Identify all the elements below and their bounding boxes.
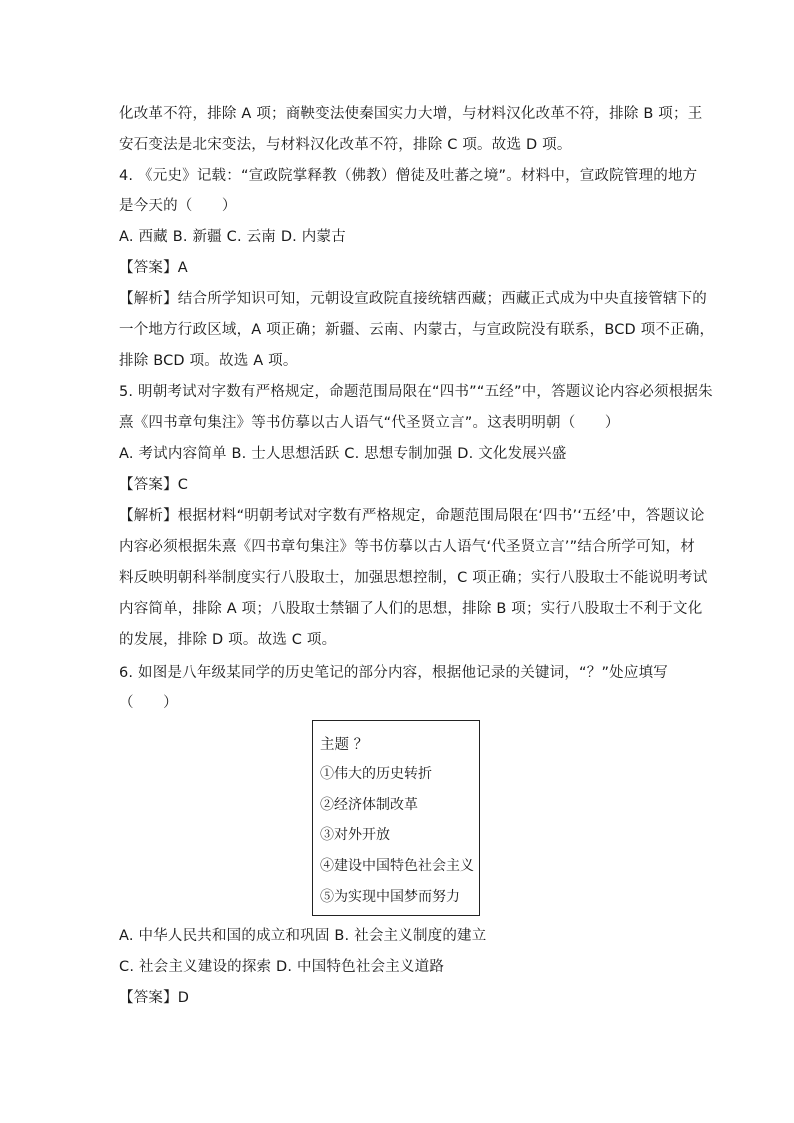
question-5-options: A. 考试内容简单 B. 士人思想活跃 C. 思想专制加强 D. 文化发展兴盛 bbox=[119, 446, 567, 462]
note-box-item: ③对外开放 bbox=[320, 827, 390, 843]
question-4-analysis: 排除 BCD 项。故选 A 项。 bbox=[119, 353, 298, 369]
question-4-analysis: 一个地方行政区域，A 项正确；新疆、云南、内蒙古，与宣政院没有联系，BCD 项不正确， bbox=[119, 322, 715, 338]
question-5-analysis: 【解析】根据材料“明朝考试对字数有严格规定，命题范围局限在‘四书’‘五经’中，答题议论 bbox=[119, 508, 705, 524]
question-6-options: A. 中华人民共和国的成立和巩固 B. 社会主义制度的建立 bbox=[119, 928, 487, 944]
question-4-options: A. 西藏 B. 新疆 C. 云南 D. 内蒙古 bbox=[119, 229, 346, 245]
question-5-analysis: 内容简单，排除 A 项；八股取士禁锢了人们的思想，排除 B 项；实行八股取士不利于文化 bbox=[119, 601, 703, 617]
text-line: 化改革不符，排除 A 项；商鞅变法使秦国实力大增，与材料汉化改革不符，排除 B 项；王 bbox=[119, 106, 703, 122]
note-box-item: ④建设中国特色社会主义 bbox=[320, 858, 474, 874]
question-5-stem: 5. 明朝考试对字数有严格规定，命题范围局限在“四书”“五经”中，答题议论内容必须根据朱 bbox=[119, 384, 713, 400]
note-box-title: 主题 ？ bbox=[320, 737, 369, 753]
history-notes-box bbox=[312, 720, 480, 916]
question-6-options: C. 社会主义建设的探索 D. 中国特色社会主义道路 bbox=[119, 959, 445, 975]
question-5-analysis: 内容必须根据朱熹《四书章句集注》等书仿摹以古人语气‘代圣贤立言’”结合所学可知，材 bbox=[119, 539, 695, 555]
question-4-analysis: 【解析】结合所学知识可知，元朝设宣政院直接统辖西藏；西藏正式成为中央直接管辖下的 bbox=[119, 291, 707, 307]
question-5-analysis: 料反映明朝科举制度实行八股取士，加强思想控制，C 项正确；实行八股取士不能说明考试 bbox=[119, 570, 708, 586]
note-box-item: ⑤为实现中国梦而努力 bbox=[320, 889, 460, 905]
question-4-stem: 是今天的（ ） bbox=[119, 198, 237, 214]
question-5-analysis: 的发展，排除 D 项。故选 C 项。 bbox=[119, 632, 337, 648]
note-box-item: ②经济体制改革 bbox=[320, 797, 418, 813]
text-line: 安石变法是北宋变法，与材料汉化改革不符，排除 C 项。故选 D 项。 bbox=[119, 137, 572, 153]
question-6-stem: （ ） bbox=[119, 695, 178, 711]
question-5-answer: 【答案】C bbox=[119, 477, 189, 493]
question-6-stem: 6. 如图是八年级某同学的历史笔记的部分内容，根据他记录的关键词，“？”处应填写 bbox=[119, 665, 668, 681]
question-6-answer: 【答案】D bbox=[119, 990, 190, 1006]
note-box-item: ①伟大的历史转折 bbox=[320, 766, 432, 782]
question-4-answer: 【答案】A bbox=[119, 260, 188, 276]
question-4-stem: 4. 《元史》记载：“宣政院掌释教（佛教）僧徒及吐蕃之境”。材料中，宣政院管理的地方 bbox=[119, 168, 698, 184]
question-5-stem: 熹《四书章句集注》等书仿摹以古人语气“代圣贤立言”。这表明明朝（ ） bbox=[119, 415, 620, 431]
